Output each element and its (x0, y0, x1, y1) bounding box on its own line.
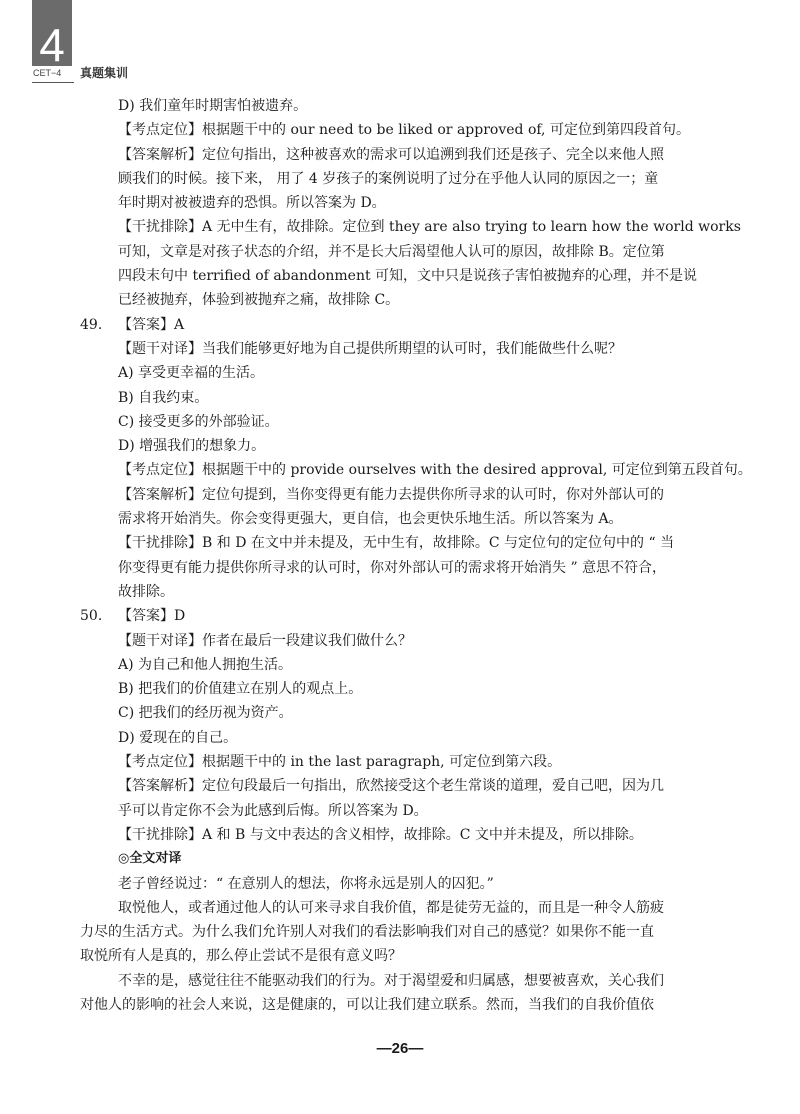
translation-line: 对他人的影响的社会人来说，这是健康的，可以让我们建立联系。然而，当我们的自我价值依 (80, 996, 654, 1013)
chapter-number: 4 (39, 19, 65, 71)
cet-label: CET−4 (33, 68, 62, 78)
analysis-line: 【答案解析】定位句段最后一句指出，欣然接受这个老生常谈的道理，爱自己吧，因为几 (118, 778, 664, 795)
analysis-line: 年时期对被被遗弃的恐惧。所以答案为 D。 (118, 195, 386, 212)
analysis-line: 乎可以肯定你不会为此感到后悔。所以答案为 D。 (118, 802, 428, 819)
answer-text: 【答案】D (118, 608, 186, 625)
question-49-answer (80, 313, 725, 337)
translation-line: 不幸的是，感觉往往不能驱动我们的行为。对于渴望爱和归属感，想要被喜欢，关心我们 (118, 972, 664, 989)
analysis-line: 【答案解析】定位句指出，这种被喜欢的需求可以追溯到我们还是孩子、完全以来他人照 (118, 146, 664, 163)
option-line: B) 自我约束。 (118, 389, 209, 406)
option-line: A) 享受更幸福的生活。 (118, 365, 265, 382)
question-number: 50. (80, 608, 103, 625)
analysis-line: 【答案解析】定位句提到，当你变得更有能力去提供你所寻求的认可时，你对外部认可的 (118, 486, 664, 503)
option-line: D) 我们童年时期害怕被遗弃。 (118, 98, 308, 114)
analysis-line: 【干扰排除】A 和 B 与文中表达的含义相悖，故排除。C 文中并未提及，所以排除。 (118, 826, 643, 843)
analysis-line: 已经被抛弃，体验到被抛弃之痛，故排除 C。 (118, 292, 400, 309)
analysis-line: 【考点定位】根据题干中的 in the last paragraph, 可定位到第六段。 (118, 754, 562, 771)
answer-text: 【答案】A (118, 316, 185, 333)
analysis-line: 你变得更有能力提供你所寻求的认可时，你对外部认可的需求将开始消失 ” 意思不符合， (118, 559, 667, 576)
analysis-line: 需求将开始消失。你会变得更强大，更自信，也会更快乐地生活。所以答案为 A。 (118, 511, 623, 528)
page-number: —26— (376, 1040, 424, 1057)
translation-line: 力尽的生活方式。为什么我们允许别人对我们的看法影响我们对自己的感觉？如果你不能一直 (80, 924, 654, 941)
analysis-line: 【考点定位】根据题干中的 our need to be liked or approved of, 可定位到第四段首句。 (118, 122, 690, 139)
option-line: B) 把我们的价值建立在别人的观点上。 (118, 681, 363, 698)
option-line: A) 为自己和他人拥抱生活。 (118, 656, 293, 673)
analysis-line: 顾我们的时候。接下来， 用了 4 岁孩子的案例说明了过分在乎他人认同的原因之一；童 (118, 170, 659, 187)
analysis-line: 【干扰排除】A 无中生有，故排除。定位到 they are also trying to learn how the world works (118, 219, 741, 236)
analysis-line: 可知，文章是对孩子状态的介绍，并不是长大后渴望他人认可的原因，故排除 B。定位第 (118, 243, 665, 260)
translation-heading: ◎全文对译 (118, 851, 182, 867)
translation-line: 老子曾经说过：“ 在意别人的想法，你将永远是别人的囚犯。” (118, 875, 494, 892)
translation-line: 取悦所有人是真的，那么停止尝试不是很有意义吗？ (80, 948, 402, 965)
option-line: D) 爱现在的自己。 (118, 729, 238, 746)
analysis-line: 四段末句中 terrified of abandonment 可知，文中只是说孩子害怕被抛弃的心理，并不是说 (118, 268, 698, 285)
section-title: 真题集训 (80, 66, 129, 80)
option-line: C) 接受更多的外部验证。 (118, 413, 279, 430)
translation-line: 取悦他人，或者通过他人的认可来寻求自我价值，都是徒劳无益的，而且是一种令人筋疲 (118, 899, 664, 916)
analysis-line: 【题干对译】作者在最后一段建议我们做什么？ (118, 632, 412, 649)
question-number: 49. (80, 316, 103, 333)
option-line: D) 增强我们的想象力。 (118, 438, 266, 455)
analysis-line: 【干扰排除】B 和 D 在文中并未提及，无中生有，故排除。C 与定位句的定位句中的 “ 当 (118, 535, 675, 552)
option-line: C) 把我们的经历视为资产。 (118, 705, 293, 722)
analysis-line: 【考点定位】根据题干中的 provide ourselves with the desired approval, 可定位到第五段首句。 (118, 462, 752, 479)
question-50-answer (80, 604, 725, 628)
header-divider (32, 82, 74, 83)
analysis-line: 【题干对译】当我们能够更好地为自己提供所期望的认可时，我们能做些什么呢？ (118, 340, 622, 357)
page-body (80, 94, 752, 1017)
analysis-line: 故排除。 (118, 583, 174, 600)
